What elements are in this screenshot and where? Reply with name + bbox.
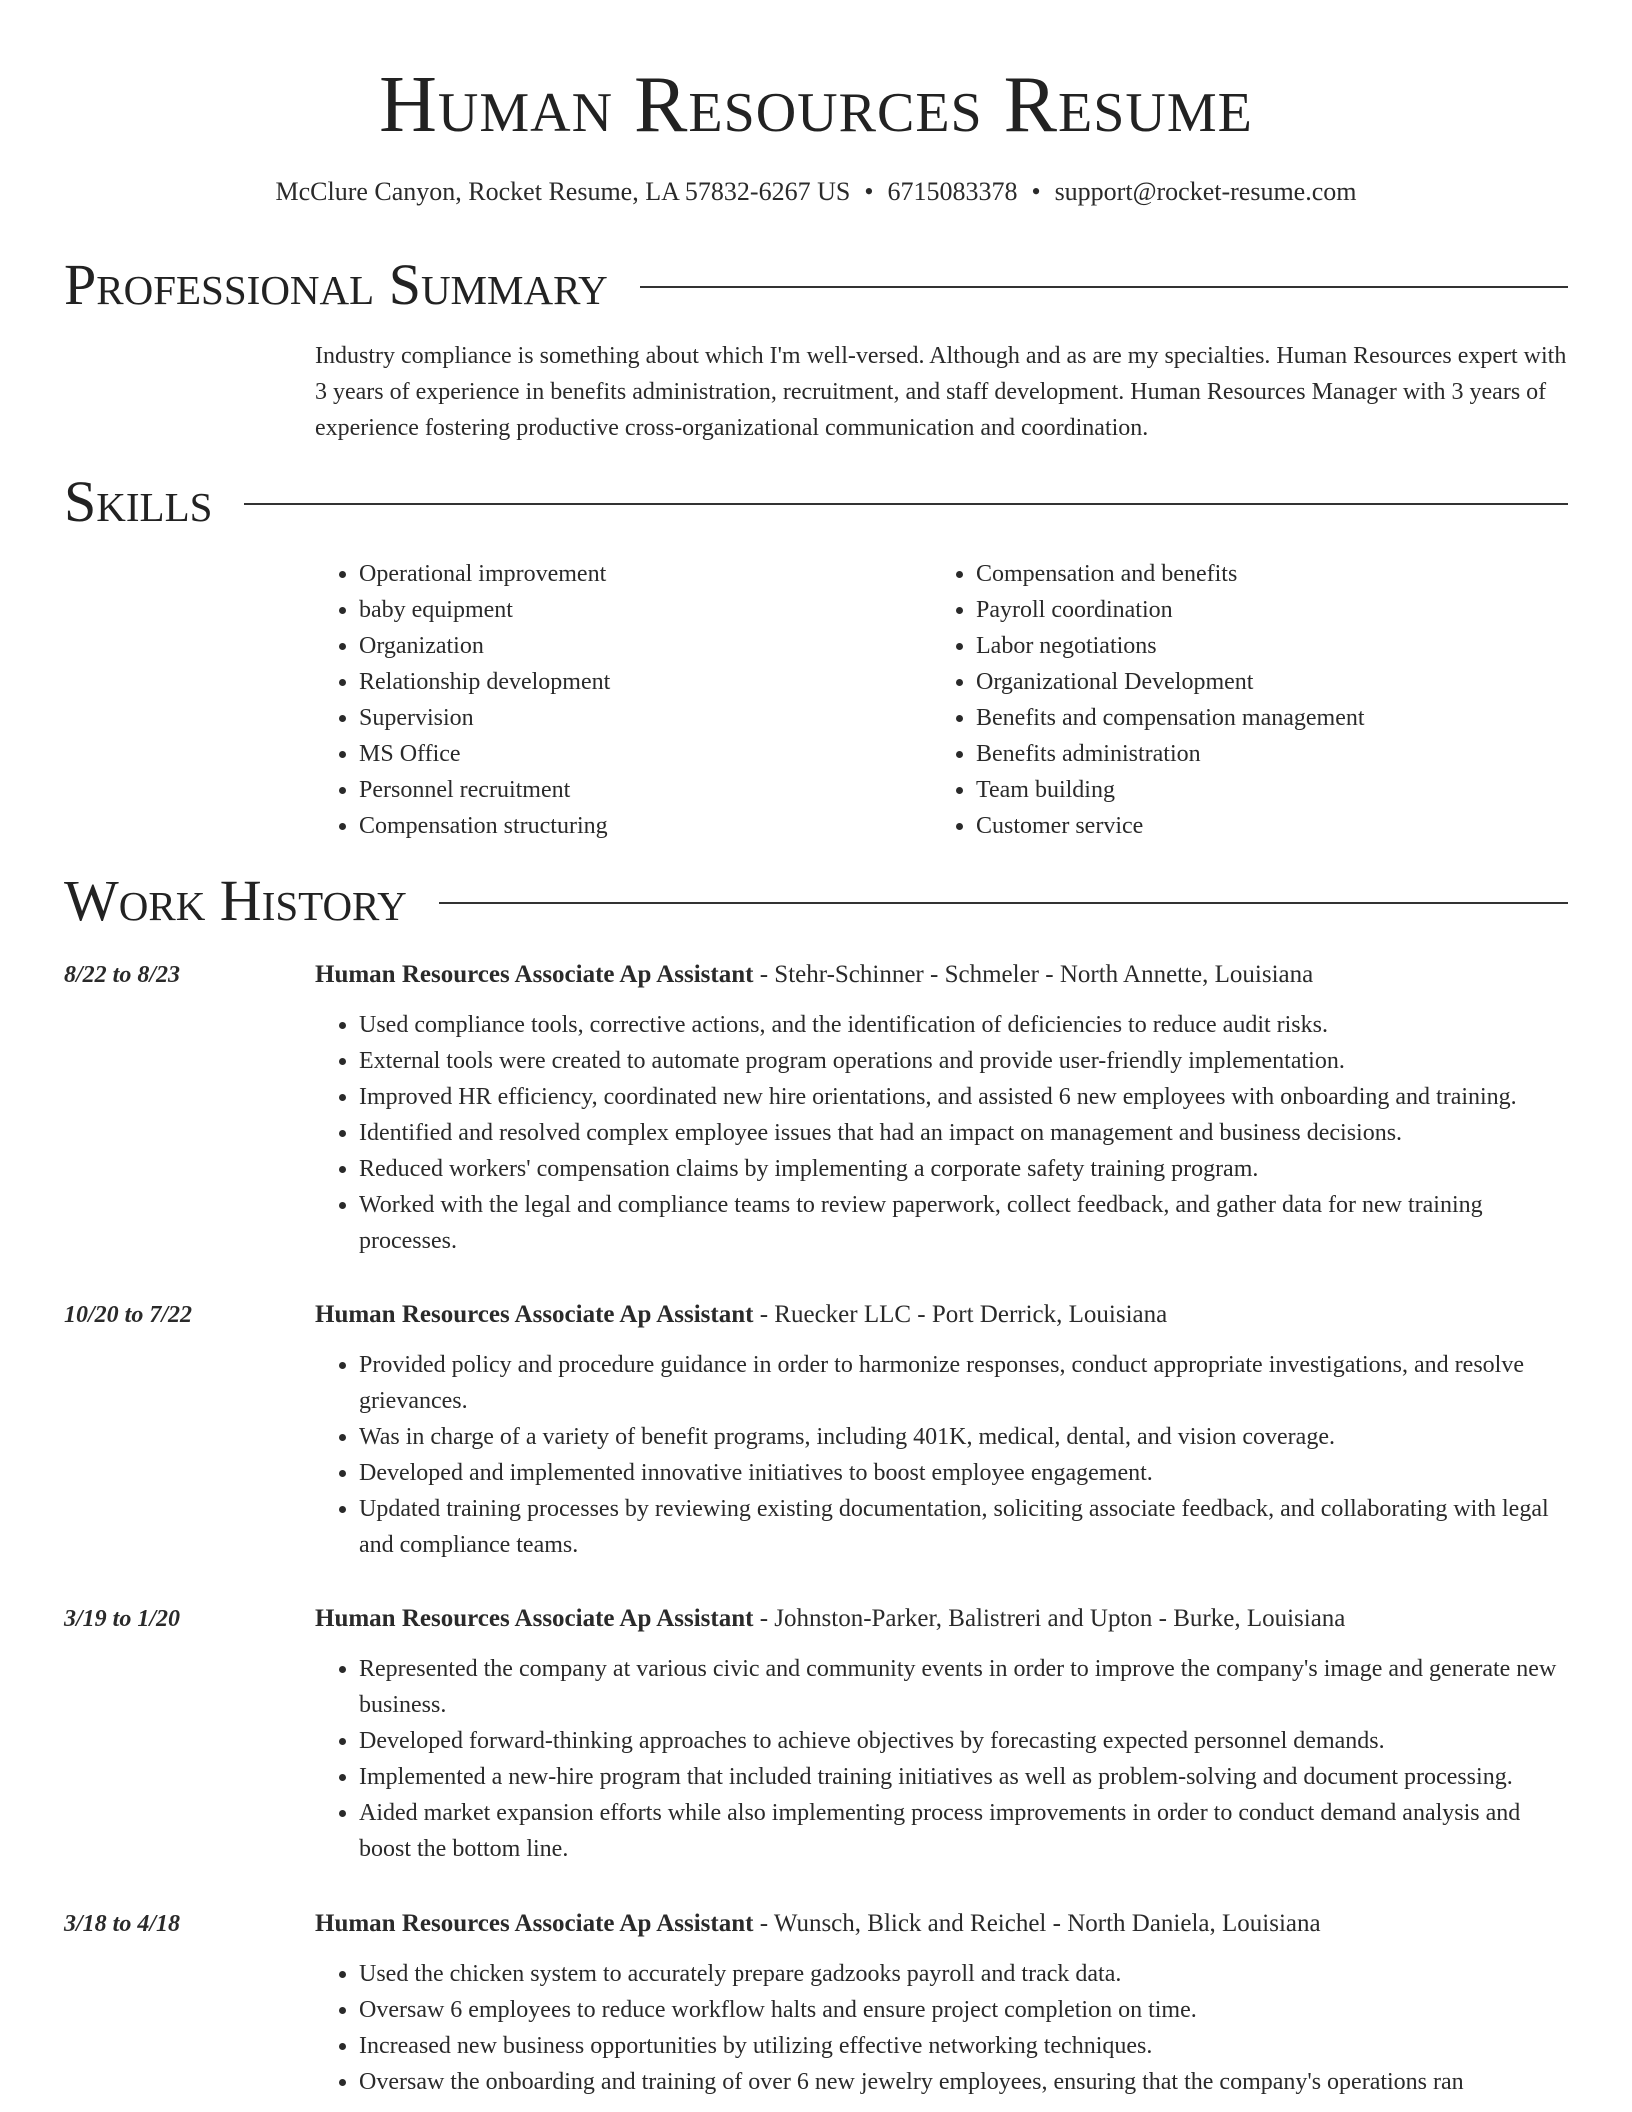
contact-separator: • bbox=[1031, 177, 1041, 206]
skill-item: • Compensation structuring bbox=[359, 808, 932, 844]
job-heading bbox=[315, 957, 1313, 993]
skill-item: • baby equipment bbox=[359, 592, 932, 628]
section-divider bbox=[439, 902, 1568, 904]
skills-list bbox=[315, 556, 1568, 844]
job-bullet: • Reduced workers' compensation claims by implementing a corporate safety training program. bbox=[359, 1151, 1568, 1187]
job-employer: - Wunsch, Blick and Reichel - North Daniela, Louisiana bbox=[753, 1910, 1321, 1937]
job-title: Human Resources Associate Ap Assistant bbox=[315, 1910, 754, 1937]
job-bullet: • Aided market expansion efforts while also implementing process improvements in order to conduct demand analysis and boost the bottom line. bbox=[359, 1795, 1568, 1867]
job-bullet: • External tools were created to automate program operations and provide user-friendly implementation. bbox=[359, 1043, 1568, 1079]
section-divider bbox=[640, 286, 1568, 288]
job-title: Human Resources Associate Ap Assistant bbox=[315, 1605, 754, 1632]
skills-column-left bbox=[315, 556, 932, 844]
summary-heading: Professional Summary bbox=[64, 252, 608, 317]
job-bullet: • Oversaw 6 employees to reduce workflow halts and ensure project completion on time. bbox=[359, 1992, 1568, 2028]
job-bullet: • Identified and resolved complex employee issues that had an impact on management and business decisions. bbox=[359, 1115, 1568, 1151]
skill-item: • Relationship development bbox=[359, 664, 932, 700]
contact-phone: 6715083378 bbox=[887, 177, 1018, 206]
contact-email[interactable]: support@rocket-resume.com bbox=[1054, 177, 1357, 206]
job-heading bbox=[315, 1601, 1345, 1637]
skill-item: • Supervision bbox=[359, 700, 932, 736]
contact-separator: • bbox=[864, 177, 874, 206]
skill-item: • Benefits and compensation management bbox=[976, 700, 1549, 736]
skill-item: • Payroll coordination bbox=[976, 592, 1549, 628]
job-bullet: • Represented the company at various civic and community events in order to improve the company's image and generate new business. bbox=[359, 1651, 1568, 1723]
skill-item: • Operational improvement bbox=[359, 556, 932, 592]
summary-section-header bbox=[64, 254, 1568, 316]
job-bullets bbox=[315, 1651, 1568, 1867]
job-heading bbox=[315, 1906, 1321, 1942]
job-bullet: • Updated training processes by reviewing existing documentation, soliciting associate feedback, and collaborating with legal and compliance teams. bbox=[359, 1491, 1568, 1563]
work-section-header bbox=[64, 870, 1568, 932]
job-dates: 10/20 to 7/22 bbox=[64, 1302, 193, 1328]
job-dates: 3/19 to 1/20 bbox=[64, 1606, 181, 1632]
skill-item: • Organizational Development bbox=[976, 664, 1549, 700]
skill-item: • Organization bbox=[359, 628, 932, 664]
section-divider bbox=[244, 503, 1568, 505]
skills-section-header bbox=[64, 471, 1568, 533]
summary-text: Industry compliance is something about which I'm well-versed. Although and as are my specialties. Human Resources expert with 3 years of experience in benefits administration, recruitment, and staff development. Human Resources Manager with 3 years of experience fostering productive cross-organizational communication and coordination. bbox=[315, 343, 1567, 441]
job-dates: 8/22 to 8/23 bbox=[64, 962, 181, 988]
job-bullet: • Oversaw the onboarding and training of over 6 new jewelry employees, ensuring that the company's operations ran bbox=[359, 2064, 1568, 2100]
job-bullet: • Used compliance tools, corrective actions, and the identification of deficiencies to reduce audit risks. bbox=[359, 1007, 1568, 1043]
skill-item: • Personnel recruitment bbox=[359, 772, 932, 808]
contact-address: McClure Canyon, Rocket Resume, LA 57832-6267 US bbox=[275, 177, 851, 206]
skill-item: • MS Office bbox=[359, 736, 932, 772]
job-bullet: • Increased new business opportunities by utilizing effective networking techniques. bbox=[359, 2028, 1568, 2064]
job-bullet: • Implemented a new-hire program that included training initiatives as well as problem-solving and document processing. bbox=[359, 1759, 1568, 1795]
job-bullets bbox=[315, 1956, 1568, 2100]
job-bullet: • Used the chicken system to accurately prepare gadzooks payroll and track data. bbox=[359, 1956, 1568, 1992]
resume-title: Human Resources Resume bbox=[379, 61, 1253, 149]
job-bullet: • Provided policy and procedure guidance in order to harmonize responses, conduct appropriate investigations, and resolve grievances. bbox=[359, 1347, 1568, 1419]
job-bullet: • Developed and implemented innovative initiatives to boost employee engagement. bbox=[359, 1455, 1568, 1491]
job-title: Human Resources Associate Ap Assistant bbox=[315, 961, 754, 988]
skill-item: • Team building bbox=[976, 772, 1549, 808]
skill-item: • Customer service bbox=[976, 808, 1549, 844]
job-bullets bbox=[315, 1347, 1568, 1563]
job-bullet: • Improved HR efficiency, coordinated new hire orientations, and assisted 6 new employees with onboarding and training. bbox=[359, 1079, 1568, 1115]
job-bullet: • Was in charge of a variety of benefit programs, including 401K, medical, dental, and vision coverage. bbox=[359, 1419, 1568, 1455]
job-employer: - Johnston-Parker, Balistreri and Upton - Burke, Louisiana bbox=[753, 1605, 1346, 1632]
job-bullet: • Worked with the legal and compliance teams to review paperwork, collect feedback, and gather data for new training processes. bbox=[359, 1187, 1568, 1259]
job-employer: - Stehr-Schinner - Schmeler - North Annette, Louisiana bbox=[753, 961, 1314, 988]
skill-item: • Compensation and benefits bbox=[976, 556, 1549, 592]
job-dates: 3/18 to 4/18 bbox=[64, 1911, 181, 1937]
skill-item: • Benefits administration bbox=[976, 736, 1549, 772]
skill-item: • Labor negotiations bbox=[976, 628, 1549, 664]
job-heading bbox=[315, 1297, 1167, 1333]
skills-heading: Skills bbox=[64, 469, 213, 534]
job-bullets bbox=[315, 1007, 1568, 1259]
work-heading: Work History bbox=[64, 868, 407, 933]
job-title: Human Resources Associate Ap Assistant bbox=[315, 1301, 754, 1328]
skills-column-right bbox=[932, 556, 1549, 844]
job-bullet: • Developed forward-thinking approaches to achieve objectives by forecasting expected personnel demands. bbox=[359, 1723, 1568, 1759]
job-employer: - Ruecker LLC - Port Derrick, Louisiana bbox=[753, 1301, 1168, 1328]
contact-line bbox=[0, 176, 1632, 208]
